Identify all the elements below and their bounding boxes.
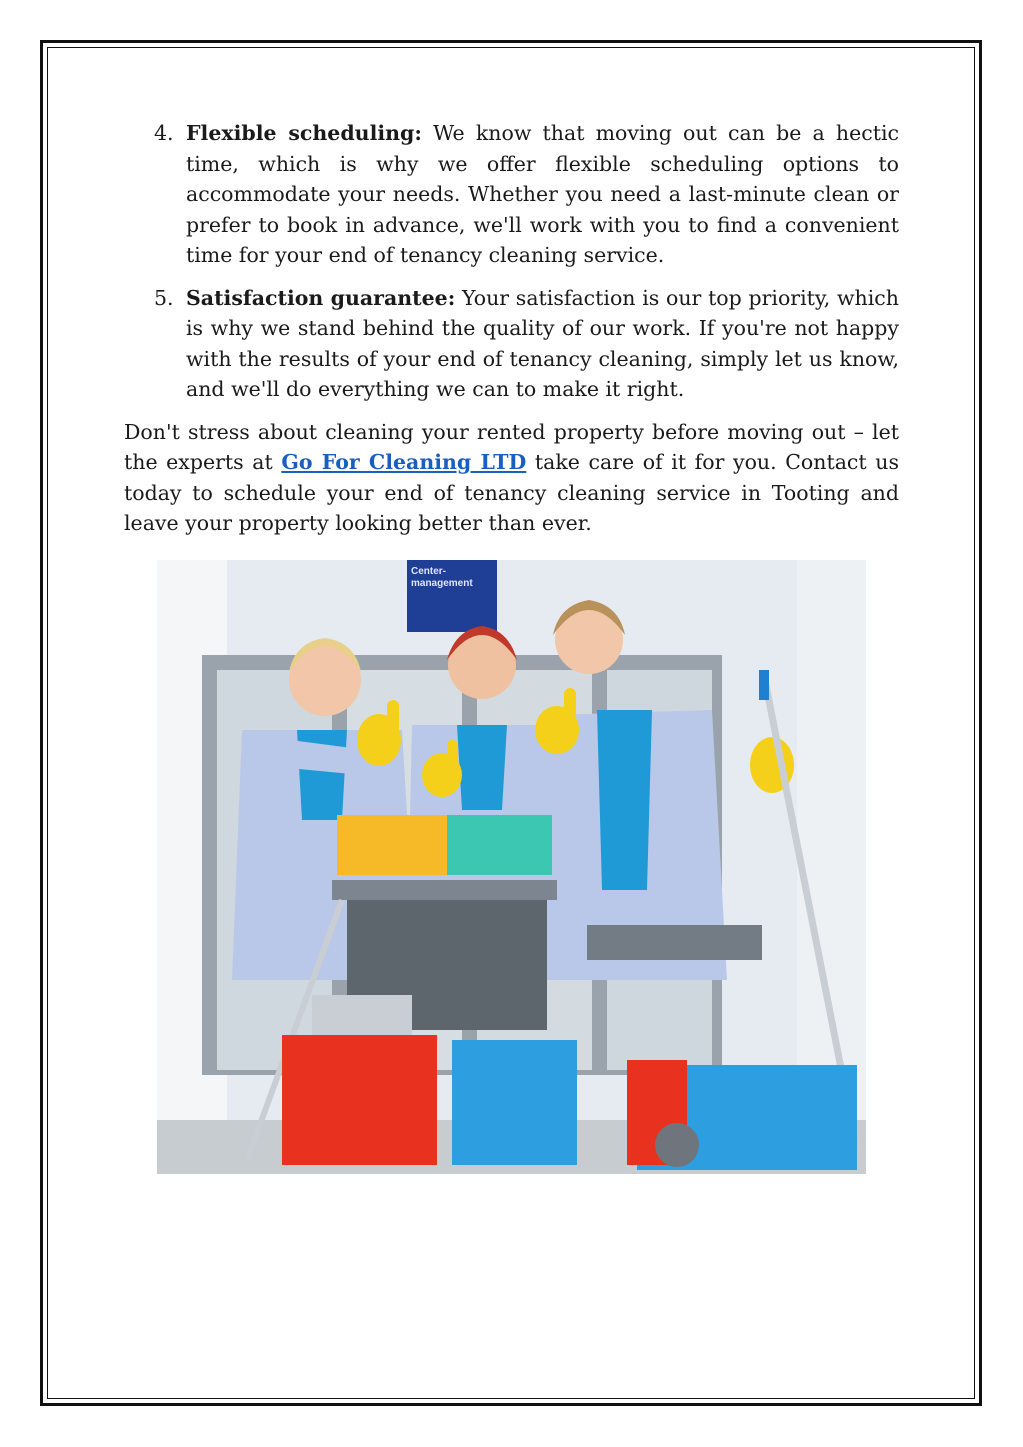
document-body xyxy=(124,118,899,539)
list-item xyxy=(154,283,899,405)
list-text: We know that moving out can be a hectic time, which is why we offer flexible scheduling options to accommodate your needs. Whether you need a last-minute clean or prefer to book in advance, we'll work with you to find a convenient time for your end of tenancy cleaning service. xyxy=(186,121,899,267)
list-text: Your satisfaction is our top priority, which is why we stand behind the quality of our work. If you're not happy with the results of your end of tenancy cleaning, simply let us know, and we'll do everything we can to make it right. xyxy=(186,285,899,401)
sign-text: Center- xyxy=(411,566,447,577)
feature-list xyxy=(124,118,899,405)
company-link[interactable]: Go For Cleaning LTD xyxy=(281,450,527,474)
bucket-teal xyxy=(447,815,552,875)
list-heading: Satisfaction guarantee: xyxy=(186,285,456,310)
list-number: 4. xyxy=(154,121,174,145)
sign-text: management xyxy=(411,578,473,589)
list-item xyxy=(154,118,899,271)
bucket-yellow xyxy=(337,815,447,875)
bucket-red xyxy=(282,1035,437,1165)
closing-text-before: Don't stress about cleaning your rented property before moving out – let the experts at xyxy=(124,419,899,474)
photo-illustration xyxy=(157,560,866,1174)
cleaning-team-photo xyxy=(157,560,866,1174)
closing-text-after: take care of it for you. Contact us today to schedule your end of tenancy cleaning service in Tooting and leave your property looking better than ever. xyxy=(124,450,899,535)
list-number: 5. xyxy=(154,285,174,310)
bucket-blue xyxy=(452,1040,577,1165)
closing-paragraph xyxy=(124,417,899,539)
list-heading: Flexible scheduling: xyxy=(186,121,422,145)
